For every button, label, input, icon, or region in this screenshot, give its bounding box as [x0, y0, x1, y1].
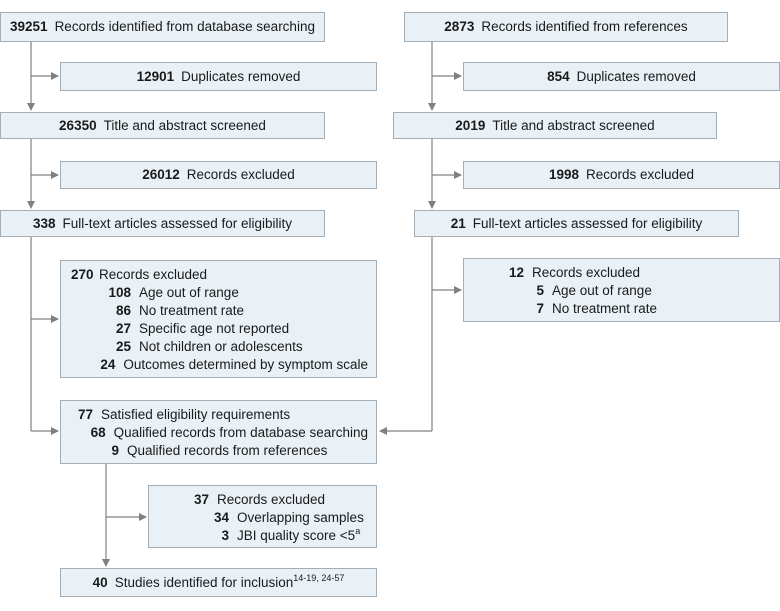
final-excluded-item-label: Overlapping samples — [237, 510, 364, 525]
reason-count: 108 — [108, 285, 131, 300]
list-item — [71, 302, 368, 320]
citation-marker: 14-19, 24-57 — [293, 572, 345, 583]
right-excluded-box — [463, 161, 780, 189]
reason-label: Age out of range — [552, 283, 652, 298]
list-item — [71, 442, 368, 460]
list-item — [474, 264, 771, 282]
included-box — [60, 568, 377, 597]
list-item — [159, 527, 368, 545]
eligible-item-label: Qualified records from references — [127, 443, 328, 458]
right-identified-box — [404, 12, 728, 42]
left-fulltext-excluded-count: 270 — [71, 267, 94, 282]
left-fulltext-count: 338 — [32, 215, 56, 231]
left-fulltext-excluded-box — [60, 260, 377, 378]
right-identified-label: Records identified from references — [481, 19, 688, 34]
eligible-item-count: 68 — [90, 425, 106, 440]
right-excluded-label: Records excluded — [585, 167, 695, 182]
eligible-item-count: 9 — [111, 443, 119, 458]
eligible-item-label: Qualified records from database searching — [113, 425, 368, 440]
left-duplicates-count: 12901 — [136, 68, 175, 84]
list-item — [71, 266, 368, 284]
left-identified-label: Records identified from database searching — [54, 19, 315, 34]
right-duplicates-box — [463, 62, 780, 91]
reason-count: 27 — [115, 321, 131, 336]
eligible-label: Satisfied eligibility requirements — [101, 407, 291, 422]
final-excluded-item-label: JBI quality score $<5^a$ — [237, 526, 361, 543]
list-item — [474, 300, 771, 318]
final-excluded-count: 37 — [193, 492, 209, 507]
right-identified-count: 2873 — [444, 19, 475, 34]
reason-count: 86 — [115, 303, 131, 318]
right-fulltext-excluded-count: 12 — [508, 265, 524, 280]
eligible-count: 77 — [77, 407, 93, 422]
left-identified-count: 39251 — [10, 19, 48, 34]
left-screened-label: Title and abstract screened — [103, 117, 266, 133]
left-excluded-count: 26012 — [142, 167, 180, 182]
left-duplicates-label: Duplicates removed — [181, 68, 301, 84]
right-fulltext-box — [414, 210, 739, 237]
left-fulltext-box — [0, 210, 325, 237]
right-excluded-count: 1998 — [548, 167, 579, 182]
reason-label: Specific age not reported — [139, 321, 290, 336]
list-item — [71, 356, 368, 374]
right-fulltext-excluded-label: Records excluded — [532, 265, 641, 280]
right-fulltext-excluded-box — [463, 258, 780, 322]
right-duplicates-label: Duplicates removed — [576, 68, 696, 84]
footnote-marker: a — [355, 526, 361, 536]
left-excluded-label: Records excluded — [186, 167, 295, 182]
included-count: 40 — [92, 574, 108, 590]
list-item — [71, 320, 368, 338]
left-duplicates-box — [60, 62, 377, 91]
reason-count: 7 — [536, 301, 544, 316]
right-screened-label: Title and abstract screened — [492, 117, 655, 133]
left-screened-box — [0, 112, 325, 139]
eligible-box — [60, 400, 377, 464]
final-excluded-item-count: 3 — [221, 528, 229, 543]
right-fulltext-label: Full-text articles assessed for eligibility — [472, 215, 703, 231]
left-fulltext-label: Full-text articles assessed for eligibility — [62, 215, 293, 231]
list-item — [474, 282, 771, 300]
list-item — [71, 406, 368, 424]
list-item — [159, 509, 368, 527]
left-screened-count: 26350 — [59, 117, 97, 133]
reason-label: Outcomes determined by symptom scale — [123, 357, 368, 372]
right-fulltext-count: 21 — [450, 215, 466, 231]
reason-label: Age out of range — [139, 285, 239, 300]
left-excluded-box — [60, 161, 377, 189]
reason-label: Not children or adolescents — [139, 339, 303, 354]
list-item — [159, 491, 368, 509]
list-item — [71, 338, 368, 356]
reason-label: No treatment rate — [139, 303, 245, 318]
list-item — [71, 284, 368, 302]
right-screened-box — [393, 112, 717, 139]
reason-count: 5 — [536, 283, 544, 298]
final-excluded-label: Records excluded — [217, 492, 326, 507]
reason-count: 25 — [115, 339, 131, 354]
left-identified-box — [0, 12, 325, 42]
left-fulltext-excluded-label: Records excluded — [99, 267, 208, 282]
right-screened-count: 2019 — [455, 117, 486, 133]
list-item — [71, 424, 368, 442]
right-duplicates-count: 854 — [547, 68, 570, 84]
reason-count: 24 — [100, 357, 116, 372]
included-label: Studies identified for inclusion$^{14-19, 24-57}$ — [114, 572, 345, 590]
final-excluded-item-count: 34 — [213, 510, 229, 525]
final-excluded-box — [148, 485, 377, 548]
reason-label: No treatment rate — [552, 301, 658, 316]
